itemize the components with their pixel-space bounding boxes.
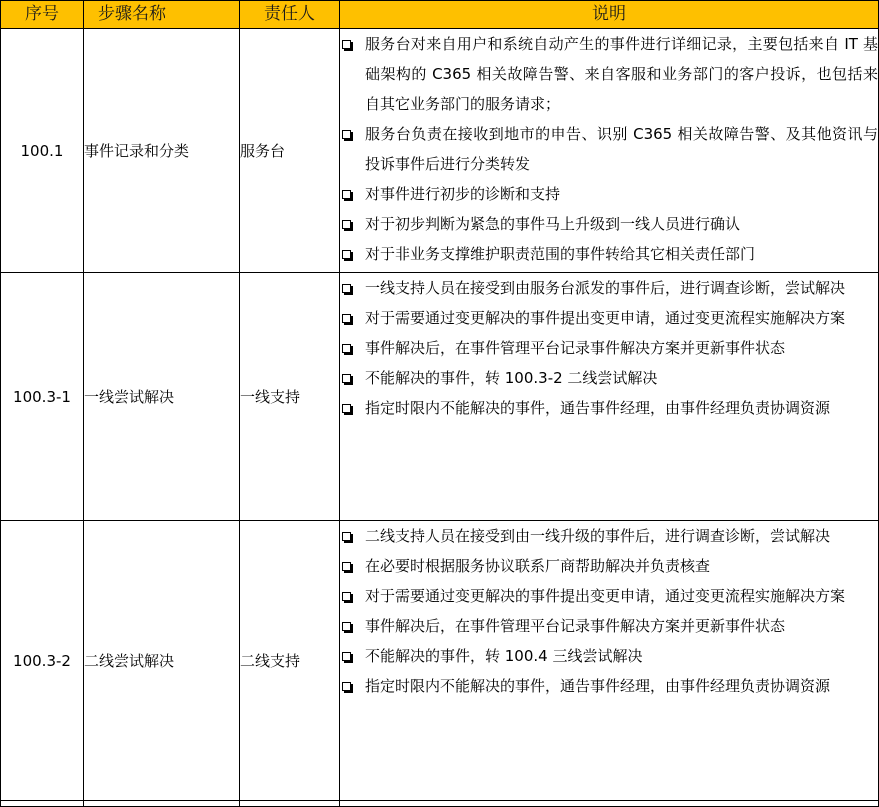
row-seq: 100.3-1 <box>1 273 84 521</box>
row-seq: 100.3-2 <box>1 521 84 801</box>
row-step-name: 二线尝试解决 <box>84 521 240 801</box>
row-owner: 一线支持 <box>240 273 340 521</box>
row-description <box>340 29 879 273</box>
list-item <box>340 239 878 269</box>
list-item <box>340 29 878 119</box>
description-list <box>340 29 878 269</box>
checkbox-bullet-icon <box>342 250 351 259</box>
header-owner: 责任人 <box>240 1 340 29</box>
header-description: 说明 <box>340 1 879 29</box>
table-row <box>1 521 879 801</box>
checkbox-bullet-icon <box>342 344 351 353</box>
checkbox-bullet-icon <box>342 532 351 541</box>
list-item-text: 在必要时根据服务协议联系厂商帮助解决并负责核查 <box>365 557 711 575</box>
list-item-text: 一线支持人员在接受到由服务台派发的事件后，进行调查诊断，尝试解决 <box>365 279 846 297</box>
list-item-text: 服务台对来自用户和系统自动产生的事件进行详细记录，主要包括来自 IT 基础架构的 C365 相关故障告警、来自客服和业务部门的客户投诉，也包括来自其它业务部门的服务请求； <box>365 35 878 113</box>
list-item-text: 对于需要通过变更解决的事件提出变更申请，通过变更流程实施解决方案 <box>365 587 846 605</box>
list-item-text: 二线支持人员在接受到由一线升级的事件后，进行调查诊断，尝试解决 <box>365 527 831 545</box>
checkbox-bullet-icon <box>342 40 351 49</box>
table-row <box>1 273 879 521</box>
row-seq <box>1 801 84 807</box>
row-owner: 服务台 <box>240 29 340 273</box>
checkbox-bullet-icon <box>342 404 351 413</box>
checkbox-bullet-icon <box>342 374 351 383</box>
row-description <box>340 273 879 521</box>
checkbox-bullet-icon <box>342 682 351 691</box>
list-item <box>340 521 878 551</box>
list-item <box>340 209 878 239</box>
list-item-text: 服务台负责在接收到地市的申告、识别 C365 相关故障告警、及其他资讯与投诉事件后进行分类转发 <box>365 125 878 173</box>
list-item <box>340 671 878 701</box>
checkbox-bullet-icon <box>342 220 351 229</box>
checkbox-bullet-icon <box>342 592 351 601</box>
list-item-text: 对于初步判断为紧急的事件马上升级到一线人员进行确认 <box>365 215 741 233</box>
list-item-text: 事件解决后，在事件管理平台记录事件解决方案并更新事件状态 <box>365 339 786 357</box>
checkbox-bullet-icon <box>342 284 351 293</box>
table-row-partial <box>1 801 879 807</box>
list-item-text: 指定时限内不能解决的事件，通告事件经理，由事件经理负责协调资源 <box>365 677 831 695</box>
header-seq: 序号 <box>1 1 84 29</box>
list-item-text: 对于非业务支撑维护职责范围的事件转给其它相关责任部门 <box>365 245 756 263</box>
row-step-name: 事件记录和分类 <box>84 29 240 273</box>
checkbox-bullet-icon <box>342 652 351 661</box>
header-step-name: 步骤名称 <box>84 1 240 29</box>
checkbox-bullet-icon <box>342 130 351 139</box>
list-item <box>340 393 878 423</box>
row-step-name <box>84 801 240 807</box>
list-item <box>340 179 878 209</box>
table-row <box>1 29 879 273</box>
row-owner: 二线支持 <box>240 521 340 801</box>
description-list <box>340 273 878 423</box>
description-list <box>340 521 878 701</box>
row-owner <box>240 801 340 807</box>
list-item-text: 对事件进行初步的诊断和支持 <box>365 185 561 203</box>
list-item-text: 指定时限内不能解决的事件，通告事件经理，由事件经理负责协调资源 <box>365 399 831 417</box>
list-item <box>340 363 878 393</box>
header-row <box>1 1 879 29</box>
list-item-text: 不能解决的事件，转 100.4 三线尝试解决 <box>365 647 643 665</box>
list-item <box>340 581 878 611</box>
list-item <box>340 611 878 641</box>
list-item <box>340 333 878 363</box>
list-item-text: 不能解决的事件，转 100.3-2 二线尝试解决 <box>365 369 658 387</box>
row-description <box>340 521 879 801</box>
checkbox-bullet-icon <box>342 190 351 199</box>
list-item-text: 对于需要通过变更解决的事件提出变更申请，通过变更流程实施解决方案 <box>365 309 846 327</box>
row-seq: 100.1 <box>1 29 84 273</box>
list-item <box>340 551 878 581</box>
list-item-text: 事件解决后，在事件管理平台记录事件解决方案并更新事件状态 <box>365 617 786 635</box>
list-item <box>340 119 878 179</box>
list-item <box>340 303 878 333</box>
checkbox-bullet-icon <box>342 622 351 631</box>
list-item <box>340 273 878 303</box>
list-item <box>340 641 878 671</box>
row-step-name: 一线尝试解决 <box>84 273 240 521</box>
checkbox-bullet-icon <box>342 314 351 323</box>
checkbox-bullet-icon <box>342 562 351 571</box>
row-description <box>340 801 879 807</box>
